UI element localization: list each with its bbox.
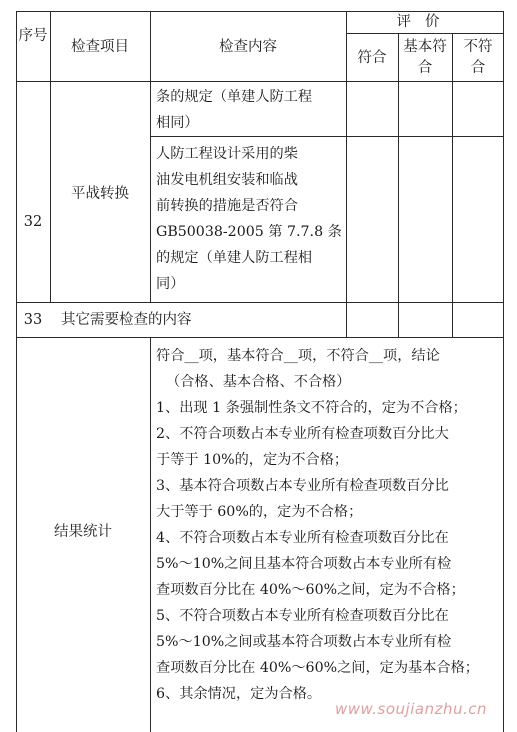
content-line: 5、不符合项数占本专业所有检查项数百分比在: [156, 608, 449, 624]
row-32-item: 平战转换: [71, 186, 129, 202]
header-not-comply-label: 不符合: [463, 39, 493, 76]
header-content-label: 检查内容: [219, 39, 277, 55]
row-32-content: [156, 141, 342, 297]
row-divider-content: [150, 136, 504, 137]
eval-header-divider: [346, 33, 504, 34]
row-divider-32: [16, 302, 504, 303]
result-statistics-label: 结果统计: [54, 524, 112, 540]
result-statistics-content: [156, 343, 479, 707]
content-line: （合格、基本合格、不合格）: [166, 374, 351, 390]
content-line: 于等于 10%的，定为不合格；: [156, 452, 349, 468]
content-line: 查项数百分比在 40%～60%之间，定为不合格；: [156, 582, 465, 598]
column-divider-comply: [398, 33, 399, 337]
row-content-continued: [156, 84, 312, 136]
row-divider-33: [16, 337, 504, 338]
content-line: 油发电机组安装和临战: [156, 172, 298, 188]
header-basic-comply-label: 基本符合: [403, 39, 447, 76]
content-line: 4、不符合项数占本专业所有检查项数百分比在: [156, 530, 449, 546]
header-seq-label: 序号: [18, 28, 48, 44]
content-line: GB50038-2005 第 7.7.8 条: [156, 224, 342, 240]
content-line: 前转换的措施是否符合: [156, 198, 298, 214]
content-line: 大于等于 60%的，定为不合格；: [156, 504, 363, 520]
header-eval-label: 评价: [396, 14, 454, 30]
content-line: 5%～10%之间或基本符合项数占本专业所有检: [156, 634, 452, 650]
content-line: 查项数百分比在 40%～60%之间，定为基本合格；: [156, 660, 479, 676]
header-item-label: 检查项目: [71, 39, 129, 55]
content-line: 6、其余情况，定为合格。: [156, 686, 322, 702]
row-32-seq: 32: [23, 214, 43, 230]
content-line: 3、基本符合项数占本专业所有检查项数百分比: [156, 478, 449, 494]
content-line: 5%～10%之间且基本符合项数占本专业所有检: [156, 556, 452, 572]
row-33-seq: 33: [23, 312, 43, 328]
column-divider-basic: [452, 33, 453, 337]
header-bottom-line: [16, 81, 504, 82]
content-line: 的规定（单建人防工程相: [156, 250, 313, 266]
content-line: 1、出现 1 条强制性条文不符合的，定为不合格；: [156, 400, 467, 416]
header-comply-label: 符合: [357, 50, 387, 66]
table-border-left: [16, 11, 17, 732]
watermark: www.soujianzhu.cn: [334, 700, 487, 718]
column-divider-result: [150, 337, 151, 732]
table-border-right: [503, 11, 504, 732]
content-line: 同）: [156, 276, 185, 292]
row-33-item: 其它需要检查的内容: [61, 312, 192, 328]
content-line: 人防工程设计采用的柴: [156, 146, 298, 162]
content-line: 相同）: [156, 115, 199, 131]
content-line: 2、不符合项数占本专业所有检查项数百分比大: [156, 426, 449, 442]
content-line: 符合__项，基本符合__项，不符合__项，结论: [156, 348, 440, 364]
content-line: 条的规定（单建人防工程: [156, 89, 313, 105]
